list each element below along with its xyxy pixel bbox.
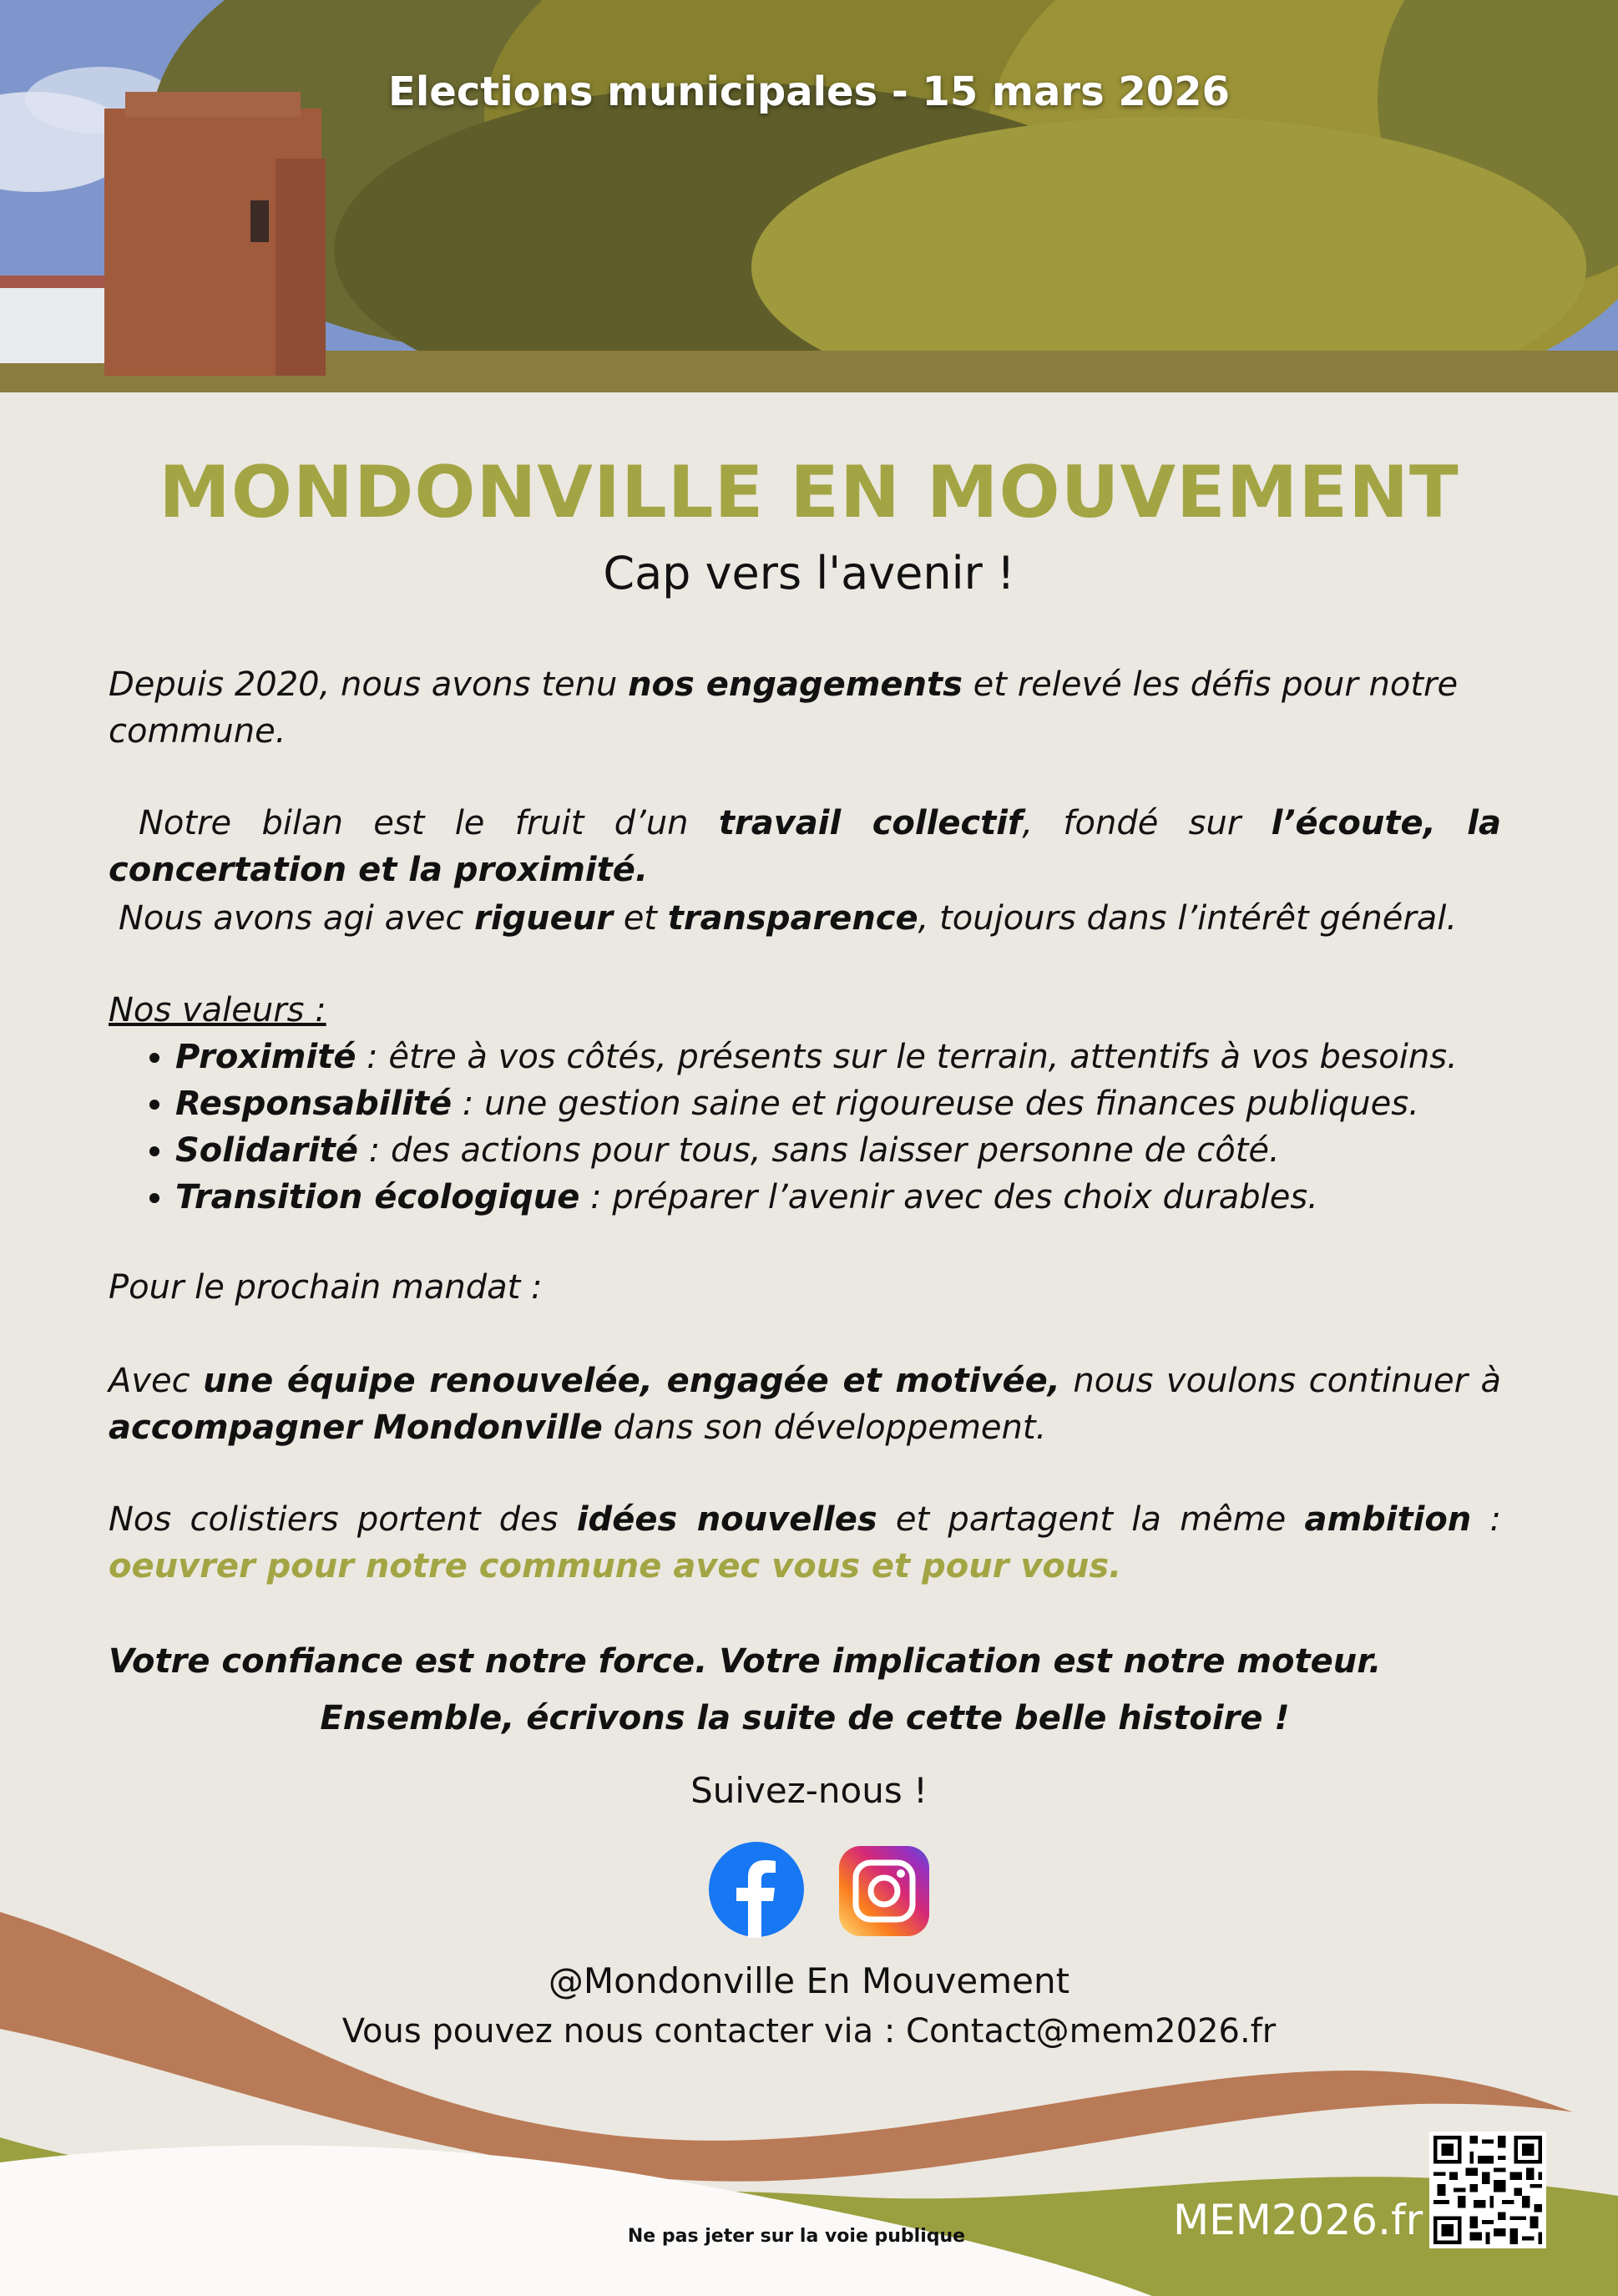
emphasis: ambition [1304,1500,1472,1539]
election-date-title: Elections municipales - 15 mars 2026 [388,68,1230,115]
text-span: nous voulons continuer à [1059,1362,1502,1400]
value-text: : préparer l’avenir avec des choix durables. [579,1178,1318,1216]
text-span: et relevé les défis pour notre commune. [109,665,1459,751]
value-label: Solidarité [175,1131,359,1170]
text-span: et [612,899,668,938]
emphasis: rigueur [474,899,613,938]
footer-disclaimer: Ne pas jeter sur la voie publique [627,2226,966,2247]
emphasis: accompagner Mondonville [109,1408,603,1447]
mission-highlight: oeuvrer pour notre commune avec vous et pour vous. [109,1547,1122,1585]
text-span: et partagent la même [877,1500,1305,1539]
values-heading: Nos valeurs : [109,991,326,1029]
text-span: dans son développement. [602,1408,1047,1447]
website-link[interactable]: MEM2026.fr [1173,2196,1423,2244]
hero-photo [0,0,1618,392]
text-span: Avec [109,1362,204,1400]
text-span: Nos colistiers portent des [109,1500,577,1539]
intro-paragraph-3 [109,895,1511,942]
emphasis: idées nouvelles [576,1500,877,1539]
text-span: , toujours dans l’intérêt général. [918,899,1458,938]
list-item [175,1174,1501,1221]
intro-paragraph-1 [109,661,1501,755]
values-section [109,987,1501,1221]
values-list [109,1034,1501,1221]
value-label: Proximité [175,1038,356,1076]
mandate-paragraph-1 [109,1358,1501,1451]
text-span: , fondé sur [1022,804,1272,842]
instagram-icon[interactable] [839,1846,929,1936]
list-item [175,1080,1501,1127]
emphasis: nos engagements [628,665,963,704]
social-icons [0,1841,1618,1941]
mandate-heading: Pour le prochain mandat : [109,1268,543,1307]
hero-landscape-image [0,0,1618,392]
tagline: Cap vers l'avenir ! [603,547,1015,599]
contact-line: Vous pouvez nous contacter via : Contact@mem2026.fr [341,2012,1277,2051]
emphasis: l’écoute, la concertation et la proximité. [109,804,1502,889]
value-label: Transition écologique [175,1178,580,1216]
qr-code-icon[interactable] [1429,2132,1546,2248]
value-text: : une gestion saine et rigoureuse des finances publiques. [452,1085,1419,1123]
closing-line-2: Ensemble, écrivons la suite de cette belle histoire ! [320,1699,1290,1737]
value-text: : des actions pour tous, sans laisser personne de côté. [358,1131,1280,1170]
intro-paragraph-2 [109,800,1501,893]
text-span: : [1471,1500,1501,1539]
mandate-paragraph-2 [109,1496,1501,1590]
follow-us-text: Suivez-nous ! [690,1770,928,1811]
text-span: Depuis 2020, nous avons tenu [109,665,629,704]
facebook-icon[interactable] [708,1841,805,1938]
value-label: Responsabilité [175,1085,453,1123]
main-title: MONDONVILLE EN MOUVEMENT [159,451,1459,534]
value-text: : être à vos côtés, présents sur le terrain, attentifs à vos besoins. [356,1038,1458,1076]
text-span: Notre bilan est le fruit d’un [139,804,719,842]
emphasis: une équipe renouvelée, engagée et motivée, [203,1362,1060,1400]
closing-line-1: Votre confiance est notre force. Votre implication est notre moteur. [109,1642,1382,1681]
text-span: Nous avons agi avec [119,899,475,938]
emphasis: transparence [667,899,918,938]
list-item [175,1127,1501,1174]
list-item [175,1034,1501,1080]
emphasis: travail collectif [718,804,1023,842]
social-handle: @Mondonville En Mouvement [548,1960,1070,2001]
